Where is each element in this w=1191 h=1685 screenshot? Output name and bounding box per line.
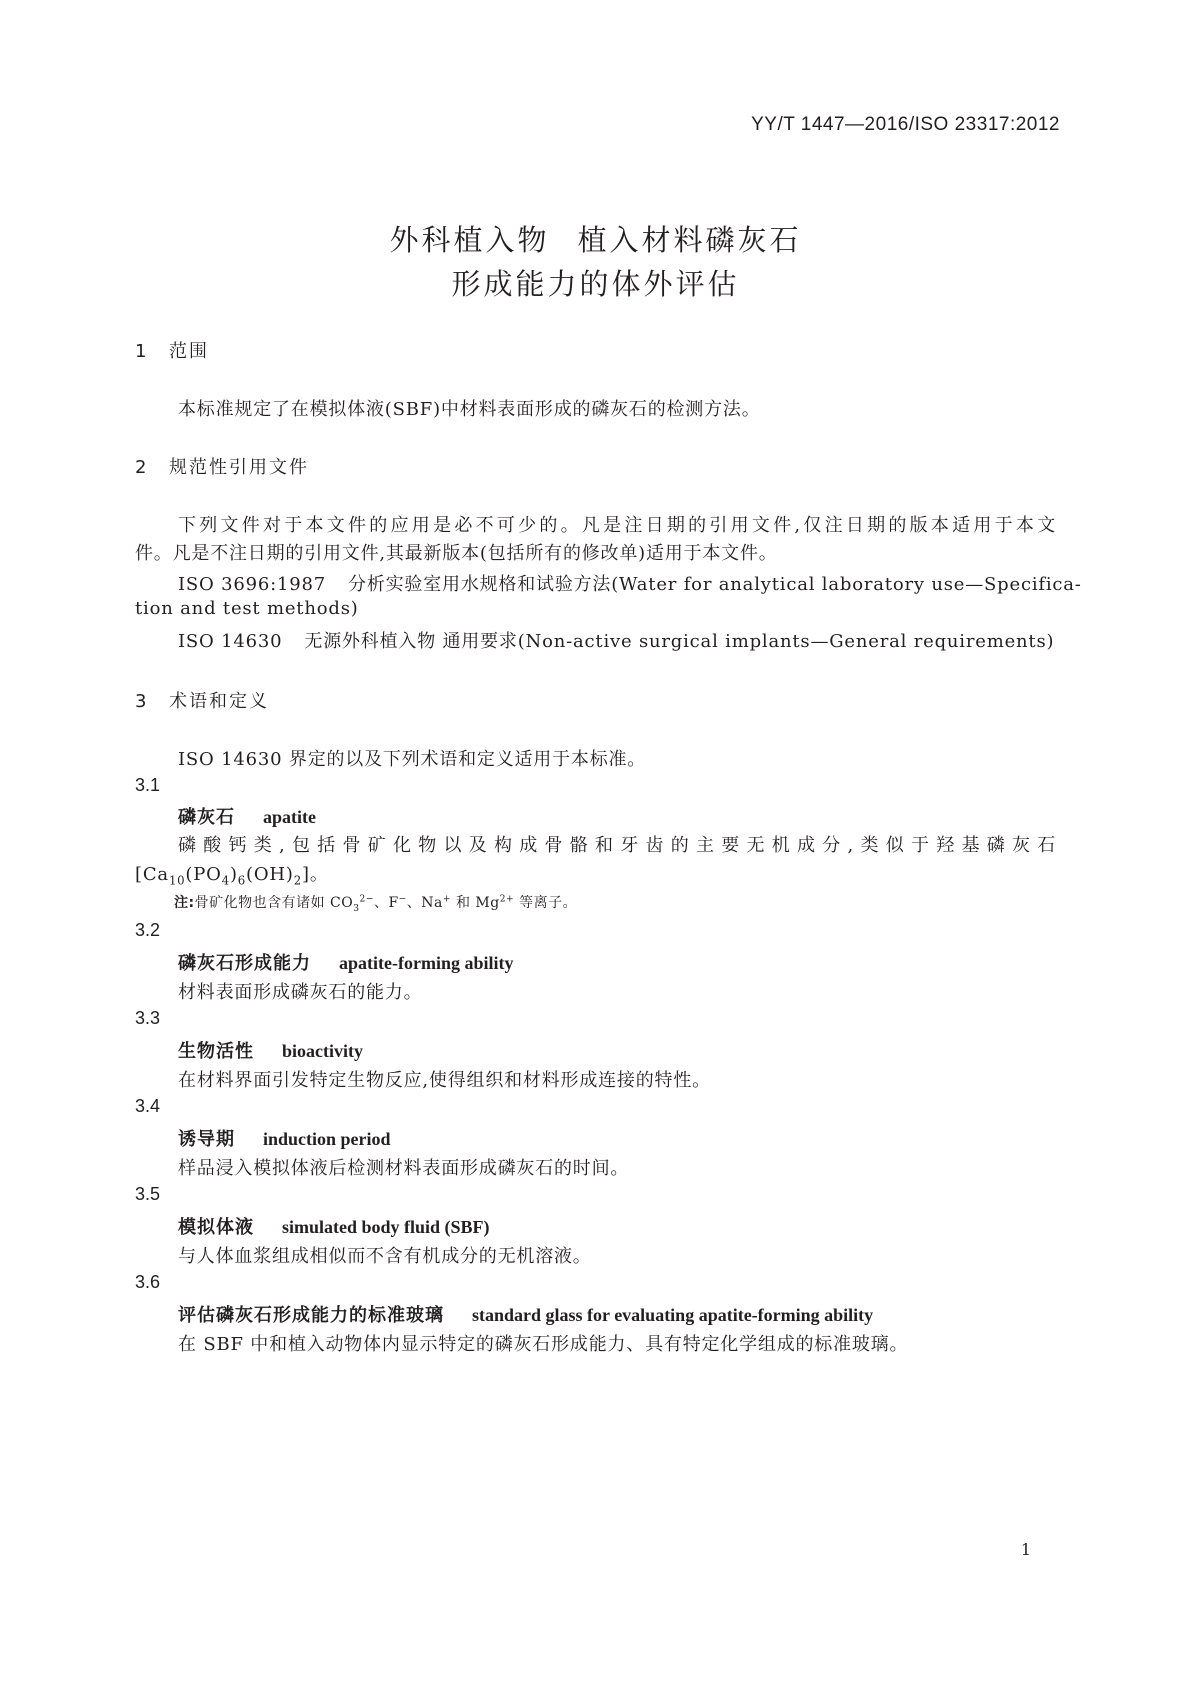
section-title: 术语和定义 — [169, 691, 269, 712]
term-en: standard glass for evaluating apatite-forming ability — [472, 1305, 874, 1325]
term-number: 3.1 — [135, 775, 161, 795]
term-number: 3.3 — [135, 1008, 161, 1028]
section-1-heading — [135, 337, 209, 363]
term-zh: 生物活性 — [178, 1041, 254, 1062]
section-2-heading — [135, 453, 309, 479]
document-title-line-2: 形成能力的体外评估 — [451, 267, 740, 301]
section-2-intro-line-2: 件。凡是不注日期的引用文件,其最新版本(包括所有的修改单)适用于本文件。 — [135, 543, 778, 564]
term-title — [178, 1301, 873, 1327]
term-note: 注:骨矿化物也含有诸如 $CO_3^{2-}$、F−、Na+ 和 $Mg^{2+}$ 等离子。 — [174, 894, 578, 914]
term-en: apatite-forming ability — [339, 953, 514, 973]
reference-1-code: ISO 3696:1987 — [178, 574, 327, 595]
term-number: 3.6 — [135, 1272, 161, 1292]
term-zh: 模拟体液 — [178, 1217, 254, 1238]
section-title: 规范性引用文件 — [169, 457, 309, 478]
term-en: bioactivity — [282, 1041, 363, 1061]
term-number: 3.4 — [135, 1096, 161, 1116]
reference-2 — [178, 627, 1054, 653]
term-zh: 评估磷灰石形成能力的标准玻璃 — [178, 1305, 444, 1326]
document-title-line-1 — [0, 218, 1191, 259]
term-definition: 与人体血浆组成相似而不含有机成分的无机溶液。 — [178, 1246, 592, 1267]
section-3-heading — [135, 687, 269, 713]
reference-2-title: 无源外科植入物 通用要求(Non-active surgical implants—General requirements) — [304, 631, 1055, 652]
term-title — [178, 1037, 363, 1063]
term-definition: 在材料界面引发特定生物反应,使得组织和材料形成连接的特性。 — [178, 1070, 711, 1091]
section-3-intro: ISO 14630 界定的以及下列术语和定义适用于本标准。 — [178, 749, 647, 770]
standard-code: YY/T 1447—2016/ISO 23317:2012 — [751, 114, 1060, 135]
term-title — [178, 1213, 490, 1239]
term-en: induction period — [263, 1129, 391, 1149]
note-label: 注: — [174, 895, 195, 911]
reference-1-continuation: tion and test methods) — [135, 598, 359, 619]
title-part-b: 植入材料磷灰石 — [577, 223, 802, 257]
term-number: 3.2 — [135, 920, 161, 940]
hydroxyapatite-formula: $[Ca_{10}(PO_4)_6(OH)_2]$。 — [135, 864, 329, 888]
section-2-intro-line-1: 下列文件对于本文件的应用是必不可少的。凡是注日期的引用文件,仅注日期的版本适用于本文 — [178, 515, 1056, 536]
term-en: apatite — [263, 807, 316, 827]
term-zh: 磷灰石 — [178, 807, 235, 828]
term-en: simulated body fluid (SBF) — [282, 1217, 490, 1237]
term-definition: 材料表面形成磷灰石的能力。 — [178, 982, 423, 1003]
term-definition: 样品浸入模拟体液后检测材料表面形成磷灰石的时间。 — [178, 1158, 630, 1179]
term-zh: 诱导期 — [178, 1129, 235, 1150]
reference-1-title: 分析实验室用水规格和试验方法(Water for analytical laboratory use—Specifica- — [348, 574, 1082, 595]
section-number: 3 — [135, 691, 149, 712]
title-part-a: 外科植入物 — [389, 223, 550, 257]
term-title — [178, 949, 513, 975]
term-definition: 在 SBF 中和植入动物体内显示特定的磷灰石形成能力、具有特定化学组成的标准玻璃。 — [178, 1334, 909, 1355]
section-title: 范围 — [169, 341, 209, 362]
term-definition-line-1: 磷酸钙类,包括骨矿化物以及构成骨骼和牙齿的主要无机成分,类似于羟基磷灰石 — [178, 835, 1056, 856]
term-zh: 磷灰石形成能力 — [178, 953, 311, 974]
term-number: 3.5 — [135, 1184, 161, 1204]
section-number: 2 — [135, 457, 149, 478]
page-number: 1 — [1020, 1540, 1031, 1559]
section-1-text: 本标准规定了在模拟体液(SBF)中材料表面形成的磷灰石的检测方法。 — [178, 399, 761, 420]
term-title — [178, 803, 316, 829]
section-number: 1 — [135, 341, 149, 362]
term-title — [178, 1125, 391, 1151]
reference-1 — [178, 570, 1082, 596]
reference-2-code: ISO 14630 — [178, 631, 283, 652]
